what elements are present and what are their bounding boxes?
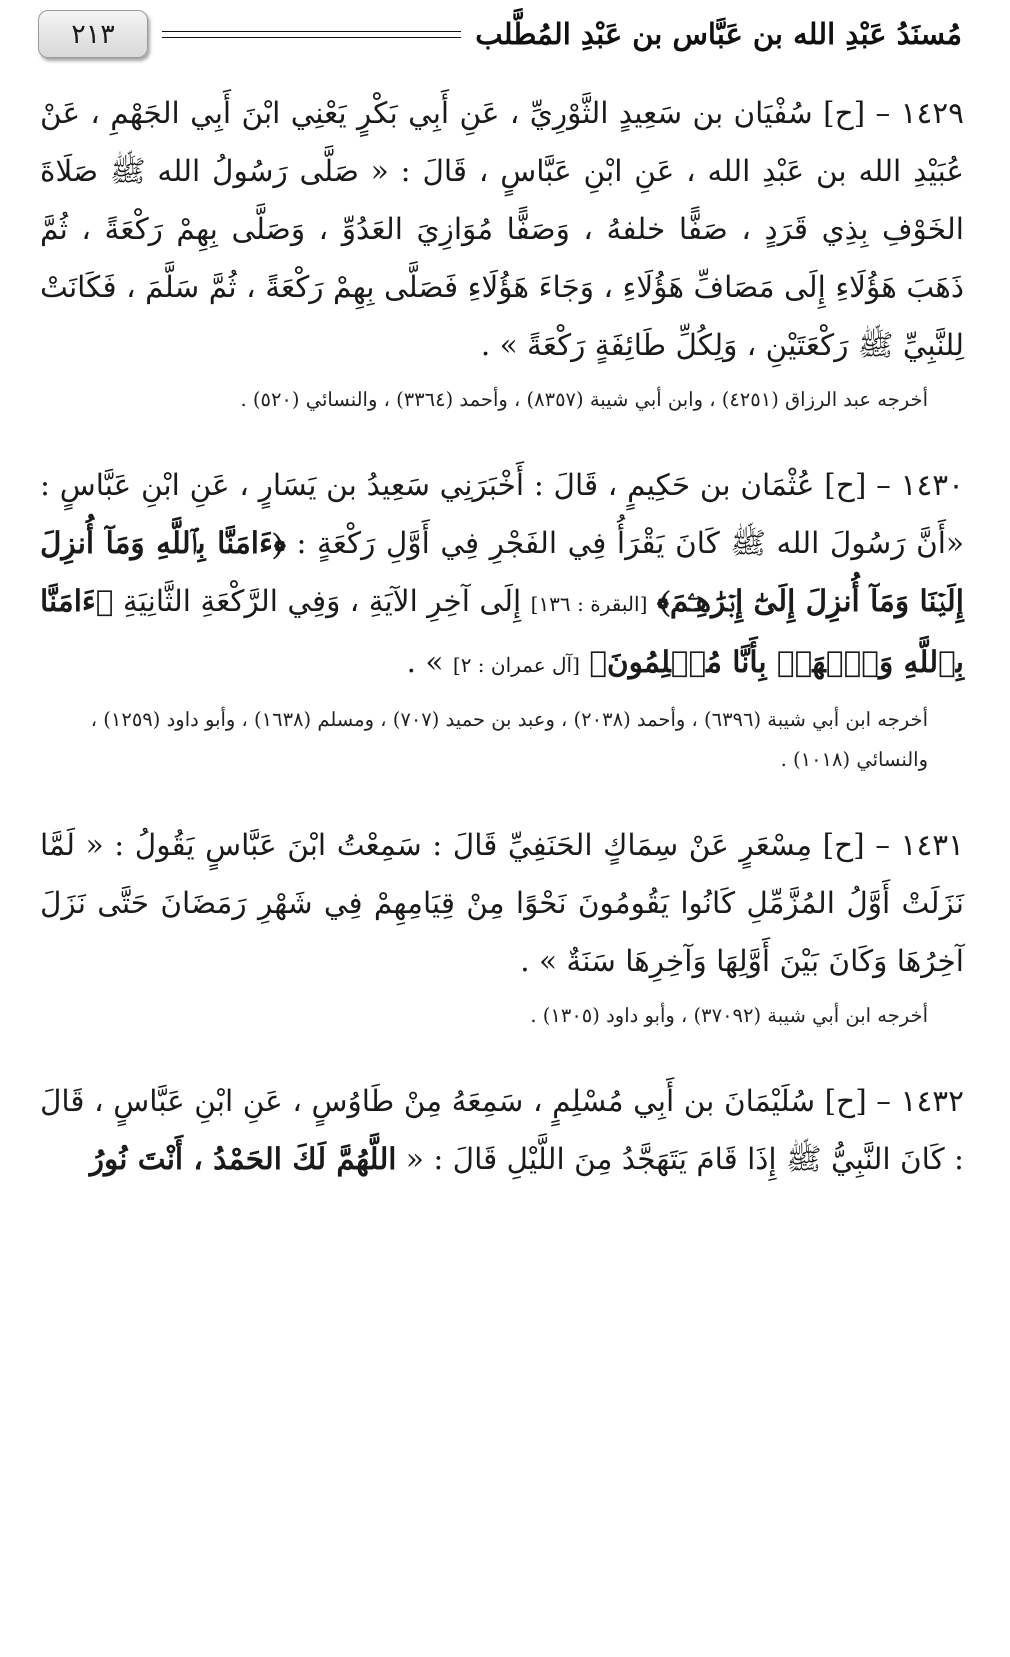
running-title: مُسنَدُ عَبْدِ الله بن عَبَّاس بن عَبْدِ المُطَّلب xyxy=(475,17,962,51)
hadith-1432-bold-text: اللَّهُمَّ لَكَ الحَمْدُ ، أَنْتَ نُورُ xyxy=(89,1141,397,1176)
verse-reference-2: [آل عمران : ٢] xyxy=(452,653,580,677)
hadith-1430-text-a: ١٤٣٠ – [ح] عُثْمَان بن حَكِيمٍ ، قَالَ : أَخْبَرَنِي سَعِيدُ بن يَسَارٍ ، عَنِ ابْنِ عَبَّاسٍ : «أَنَّ رَسُولَ الله ﷺ كَانَ يَقْرَأُ فِي الفَجْرِ فِي أَوَّلِ رَكْعَةٍ : xyxy=(40,468,965,560)
takhrij-1430: أخرجه ابن أبي شيبة (٦٣٩٦) ، وأحمد (٢٠٣٨) ، وعبد بن حميد (٧٠٧) ، ومسلم (١٦٣٨) ، وأبو داود (١٢٥٩) ، والنسائي (١٠١٨) . xyxy=(90,708,928,771)
header-rule xyxy=(162,31,461,38)
hadith-1429: ١٤٢٩ – [ح] سُفْيَان بن سَعِيدٍ الثَّوْرِيِّ ، عَنِ أَبِي بَكْرٍ يَعْنِي ابْنَ أَبِي الجَهْمِ ، عَنْ عُبَيْدِ الله بن عَبْدِ الله ، عَنِ ابْنِ عَبَّاسٍ ، قَالَ : « صَلَّى رَسُولُ الله ﷺ صَلَاةَ الخَوْفِ بِذِي قَرَدٍ ، صَفًّا خلفهُ ، وَصَفًّا مُوَازِيَ العَدُوِّ ، وَصَلَّى بِهِمْ رَكْعَةً ، ثُمَّ ذَهَبَ هَؤُلَاءِ إِلَى مَصَافِّ هَؤُلَاءِ ، وَجَاءَ هَؤُلَاءِ فَصَلَّى بِهِمْ رَكْعَةً ، ثُمَّ سَلَّمَ ، فَكَانَتْ لِلنَّبِيِّ ﷺ رَكْعَتَيْنِ ، وَلِكُلِّ طَائِفَةٍ رَكْعَةً » . xyxy=(40,96,964,362)
quran-verse-2: ﴿ءَامَنَّا بِٱللَّهِ وَٱشۡهَدۡ بِأَنَّا مُسۡلِمُونَ﴾ xyxy=(40,583,964,679)
hadith-1430-text-b: إِلَى آخِرِ الآيَةِ ، وَفِي الرَّكْعَةِ الثَّانِيَةِ xyxy=(122,584,522,618)
verse-reference-1: [البقرة : ١٣٦] xyxy=(530,592,648,616)
quran-verse-1: ﴿ءَامَنَّا بِٱللَّهِ وَمَآ أُنزِلَ إِلَيۡنَا وَمَآ أُنزِلَ إِلَىٰٓ إِبۡرَٰهِـۧمَ﴾ xyxy=(40,525,964,618)
page-content xyxy=(40,84,964,1188)
takhrij-1429: أخرجه عبد الرزاق (٤٢٥١) ، وابن أبي شيبة (٨٣٥٧) ، وأحمد (٣٣٦٤) ، والنسائي (٥٢٠) . xyxy=(240,388,928,411)
hadith-1430-text-c: » . xyxy=(406,645,444,679)
page-header xyxy=(38,6,962,62)
hadith-1430 xyxy=(40,456,964,694)
takhrij-1431: أخرجه ابن أبي شيبة (٣٧٠٩٢) ، وأبو داود (١٣٠٥) . xyxy=(530,1004,928,1027)
page-number-badge: ٢١٣ xyxy=(38,10,148,58)
hadith-1431: ١٤٣١ – [ح] مِسْعَرٍ عَنْ سِمَاكٍ الحَنَفِيِّ قَالَ : سَمِعْتُ ابْنَ عَبَّاسٍ يَقُولُ : « لَمَّا نَزَلَتْ أَوَّلُ المُزَّمِّلِ كَانُوا يَقُومُونَ نَحْوًا مِنْ قِيَامِهِمْ فِي شَهْرِ رَمَضَانَ حَتَّى نَزَلَ آخِرُهَا وَكَانَ بَيْنَ أَوَّلِهَا وَآخِرِهَا سَنَةٌ » . xyxy=(40,828,964,978)
hadith-1432 xyxy=(40,1072,964,1188)
hadith-1432-text: ١٤٣٢ – [ح] سُلَيْمَانَ بن أَبِي مُسْلِمٍ ، سَمِعَهُ مِنْ طَاوُسٍ ، عَنِ ابْنِ عَبَّاسٍ ، قَالَ : كَانَ النَّبِيُّ ﷺ إِذَا قَامَ يَتَهَجَّدُ مِنَ اللَّيْلِ قَالَ : « xyxy=(40,1084,964,1176)
